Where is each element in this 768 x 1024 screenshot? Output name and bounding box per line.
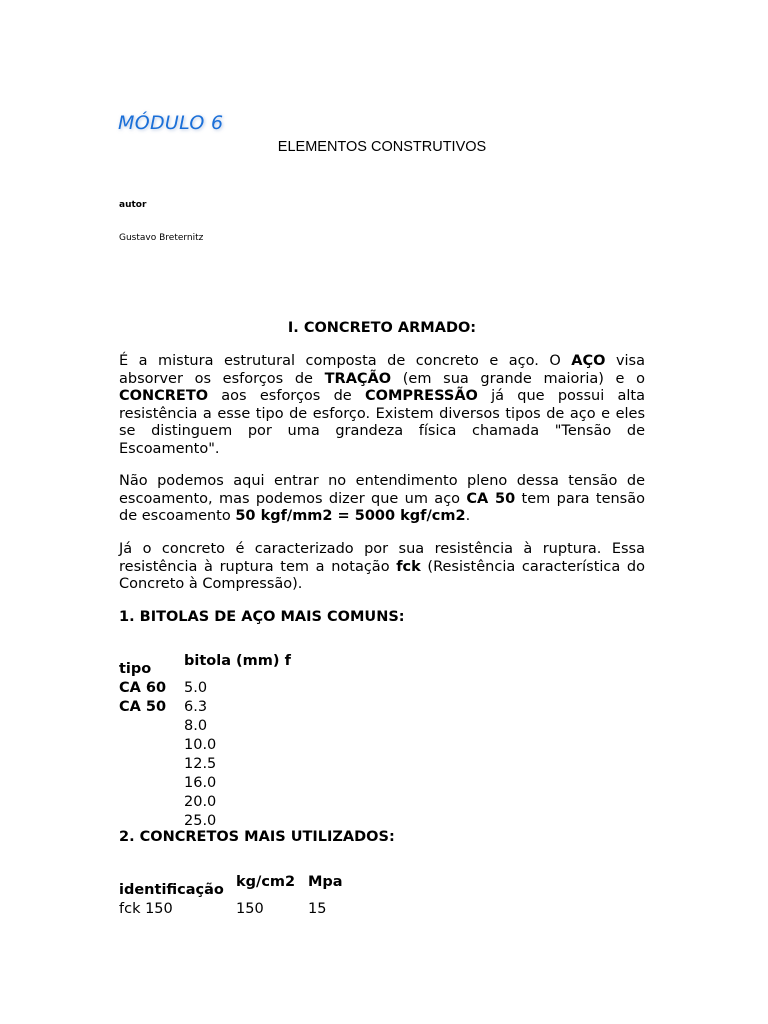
column-header-bitola: bitola (mm) f <box>184 653 291 669</box>
list-item: CA 50 <box>119 699 167 715</box>
list-item: 6.3 <box>184 699 208 715</box>
section-title: I. CONCRETO ARMADO: <box>287 320 477 336</box>
list-item: CA 60 <box>119 680 167 696</box>
list-item: 12.5 <box>184 756 217 772</box>
column-header-mpa: Mpa <box>308 874 343 890</box>
list-item: 5.0 <box>184 680 208 696</box>
bitola-list <box>184 679 216 831</box>
paragraph-concreto-armado: É a mistura estrutural composta de concreto e aço. O AÇO visa absorver os esforços de TRAÇÃO (em sua grande maioria) e o CONCRETO aos esforços de COMPRESSÃO já que possui alta resistência a esse tipo de esforço. Existem diversos tipos de aço e eles se distinguem por uma grandeza física chamada "Tensão de Escoamento". <box>119 353 646 457</box>
column-header-tipo: tipo <box>119 661 152 677</box>
paragraph-tensao-escoamento: Não podemos aqui entrar no entendimento pleno dessa tensão de escoamento, mas podemos dizer que um aço CA 50 tem para tensão de escoamento 50 kgf/mm2 = 5000 kgf/cm2. <box>119 473 645 524</box>
list-item: 16.0 <box>184 775 217 791</box>
column-header-identificacao: identificação <box>119 882 224 898</box>
document-subtitle: ELEMENTOS CONSTRUTIVOS <box>277 139 487 155</box>
table-cell-mpa: 15 <box>308 901 327 917</box>
module-title: MÓDULO 6 <box>118 112 224 134</box>
author-name: Gustavo Breternitz <box>119 233 204 243</box>
list-item: 25.0 <box>184 813 217 829</box>
list-item: 10.0 <box>184 737 217 753</box>
heading-bitolas: 1. BITOLAS DE AÇO MAIS COMUNS: <box>119 609 405 625</box>
list-item: 8.0 <box>184 718 208 734</box>
list-item: 20.0 <box>184 794 217 810</box>
heading-concretos: 2. CONCRETOS MAIS UTILIZADOS: <box>119 829 395 845</box>
tipo-list <box>119 679 166 717</box>
column-header-kgcm2: kg/cm2 <box>236 874 296 890</box>
table-cell-kgcm2: 150 <box>236 901 264 917</box>
table-cell-identificacao: fck 150 <box>119 901 173 917</box>
author-label: autor <box>119 200 147 210</box>
paragraph-resistencia-ruptura: Já o concreto é caracterizado por sua resistência à ruptura. Essa resistência à ruptura tem a notação fck (Resistência característica do Concreto à Compressão). <box>119 541 646 592</box>
